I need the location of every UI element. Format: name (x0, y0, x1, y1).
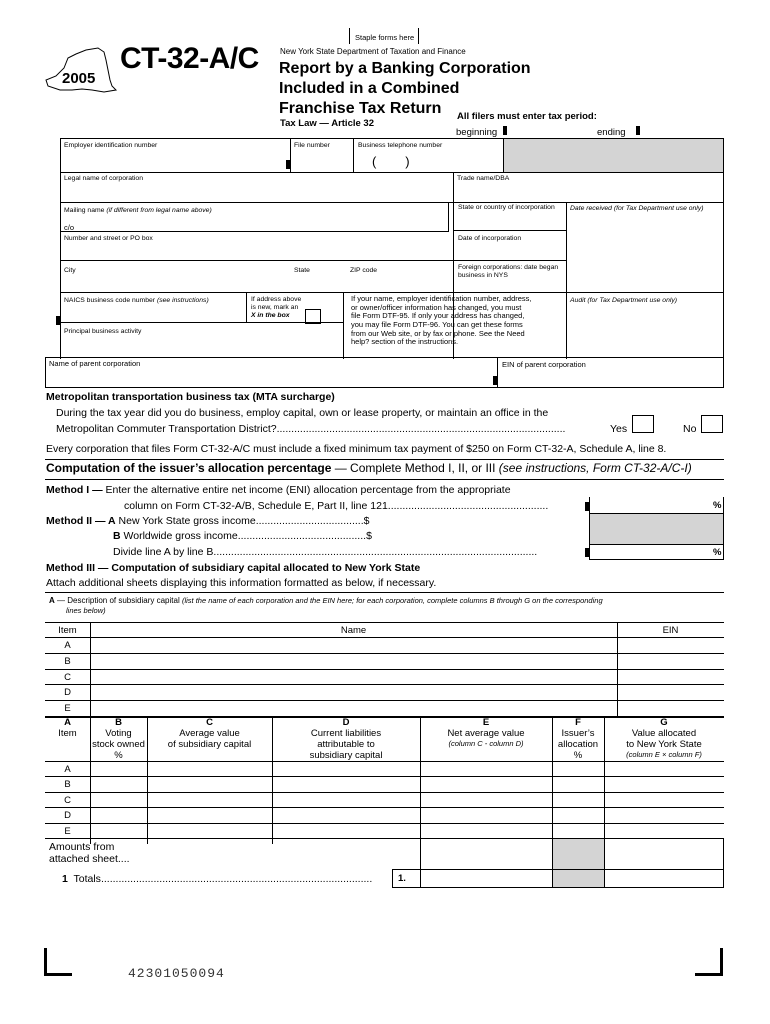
trade-name-field[interactable] (455, 183, 723, 201)
amounts-col-e-field[interactable] (421, 839, 552, 869)
subsidiary-name-field[interactable] (91, 654, 616, 668)
mta-question-line1: During the tax year did you do business, employ capital, own or lease property, or maintain an office in the (56, 407, 549, 419)
parent-name-label: Name of parent corporation (49, 359, 141, 368)
subsidiary-name-field[interactable] (91, 670, 616, 684)
col-g-field[interactable] (605, 793, 723, 806)
col-d-field[interactable] (273, 793, 419, 806)
name-header: Name (340, 625, 367, 636)
item-header: Item (58, 625, 77, 636)
totals-label: 1 Totals............................................................................................. (62, 873, 373, 885)
new-address-note: If address above is new, mark an X in the box (251, 296, 302, 319)
method2-b-field[interactable] (452, 529, 588, 543)
mailing-name-label: Mailing name (if different from legal name above) (64, 207, 212, 214)
col-b-field[interactable] (91, 824, 146, 837)
city-label: City (64, 267, 76, 274)
file-number-field[interactable] (292, 150, 352, 170)
col-g-field[interactable] (605, 777, 723, 790)
title-line-2: Included in a Combined (279, 80, 460, 97)
amounts-from-attached: Amounts from attached sheet.... (49, 841, 130, 866)
corner-mark-right (695, 948, 723, 976)
col-a-header: A Item (58, 717, 77, 739)
col-c-header: C Average value of subsidiary capital (167, 717, 252, 750)
row-letter: B (64, 655, 71, 667)
col-b-field[interactable] (91, 793, 146, 806)
totals-col-g-field[interactable] (605, 870, 723, 886)
col-e-field[interactable] (421, 793, 551, 806)
ending-marker (636, 126, 640, 135)
subsidiary-name-field[interactable] (91, 701, 616, 715)
phone-label: Business telephone number (358, 142, 443, 149)
ein-header: EIN (662, 625, 679, 636)
col-e-field[interactable] (421, 777, 551, 790)
subsidiary-description: A — Description of subsidiary capital (list the name of each corporation and the EIN here; for each corporation, complete columns B through G on the corresponding lines below) (49, 596, 603, 615)
col-g-header: G Value allocated to New York State (column E × column F) (626, 717, 702, 759)
row-letter: A (64, 764, 71, 775)
trade-name-label: Trade name/DBA (457, 175, 510, 182)
col-g-field[interactable] (605, 762, 723, 775)
subsidiary-ein-field[interactable] (618, 654, 723, 668)
col-c-field[interactable] (148, 824, 271, 837)
legal-name-field[interactable] (62, 183, 451, 201)
corner-mark-left (44, 948, 72, 976)
col-e-header: E Net average value (column C - column D) (447, 717, 525, 748)
col-d-field[interactable] (273, 762, 419, 775)
co-label: c/o (64, 223, 75, 232)
barcode-number: 42301050094 (128, 966, 225, 981)
street-label: Number and street or PO box (64, 235, 153, 242)
beginning-label: beginning (456, 127, 498, 138)
subsidiary-ein-field[interactable] (618, 685, 723, 699)
col-c-field[interactable] (148, 777, 271, 790)
department-name: New York State Department of Taxation and Finance (280, 47, 466, 56)
col-b-field[interactable] (91, 777, 146, 790)
date-incorporation-label: Date of incorporation (458, 235, 522, 242)
col-f-header: F Issuer’s allocation % (557, 717, 599, 761)
zip-label: ZIP code (350, 267, 378, 274)
form-number: CT-32-A/C (120, 42, 259, 75)
subsidiary-name-field[interactable] (91, 685, 616, 699)
state-label: State (294, 267, 310, 274)
form-title (279, 59, 531, 119)
col-f-field[interactable] (553, 777, 603, 790)
state-incorporation-label: State or country of incorporation (458, 204, 555, 211)
phone-field[interactable]: ( ) (372, 154, 410, 169)
method1-line121: column on Form CT-32-A/B, Schedule E, Part II, line 121....................................................... (124, 500, 549, 512)
row-letter: C (64, 794, 71, 806)
parent-ein-label: EIN of parent corporation (502, 360, 586, 369)
method1-percent-field[interactable] (590, 497, 723, 513)
amounts-col-g-field[interactable] (605, 839, 723, 869)
divide-text: Divide line A by line B............................................................................................................... (113, 546, 538, 558)
ein-field[interactable] (62, 150, 288, 170)
audit-label: Audit (for Tax Department use only) (570, 297, 678, 304)
row-letter: C (64, 671, 71, 683)
method1-text: Method I — Enter the alternative entire net income (ENI) allocation percentage from the appropriate (46, 484, 511, 496)
totals-col-e-field[interactable] (421, 870, 552, 886)
staple-bracket-left (349, 28, 350, 44)
ein-label: Employer identification number (64, 142, 158, 149)
row-letter: D (64, 687, 71, 699)
col-f-field[interactable] (553, 808, 603, 821)
staple-note: Staple forms here (355, 33, 415, 42)
tax-law-article: Tax Law — Article 32 (280, 118, 374, 129)
ending-label: ending (597, 127, 626, 138)
col-g-field[interactable] (605, 808, 723, 821)
method1-percent-sign: % (713, 500, 722, 511)
mta-heading: Metropolitan transportation business tax (MTA surcharge) (46, 391, 335, 403)
method2-percent-field[interactable] (590, 545, 723, 559)
mta-yes-checkbox[interactable] (632, 415, 654, 433)
col-f-field[interactable] (553, 762, 603, 775)
col-f-field[interactable] (553, 824, 603, 837)
form-year: 2005 (62, 70, 96, 87)
tax-period-label: All filers must enter tax period: (457, 111, 597, 122)
amounts-shaded-cell (553, 839, 604, 887)
method3-heading: Method III — Computation of subsidiary capital allocated to New York State (46, 562, 421, 574)
col-c-field[interactable] (148, 793, 271, 806)
row-letter: D (64, 810, 71, 822)
method2-shaded-area (590, 514, 723, 544)
col-e-field[interactable] (421, 762, 551, 775)
fixed-minimum-note: Every corporation that files Form CT-32-A/C must include a fixed minimum tax payment of $250 on Form CT-32-A, Schedule A, line 8. (46, 443, 667, 455)
file-number-label: File number (294, 142, 330, 149)
title-line-1: Report by a Banking Corporation (279, 60, 531, 77)
subsidiary-ein-field[interactable] (618, 701, 723, 715)
method2-percent-sign: % (713, 547, 722, 558)
beginning-marker (503, 126, 507, 135)
col-d-field[interactable] (273, 777, 419, 790)
change-notice: If your name, employer identification number, address, or owner/officer information has changed, you must file Form DTF-95. If only your address has changed, you may file Form DTF-96. You can get these forms from our Web site, or by fax or phone. See the Need help? section of the instructions. (351, 294, 532, 347)
foreign-corp-label: Foreign corporations: date began business in NYS (458, 264, 559, 279)
row-letter: E (64, 825, 71, 837)
mta-no-checkbox[interactable] (701, 415, 723, 433)
subsidiary-ein-field[interactable] (618, 638, 723, 652)
col-g-field[interactable] (605, 824, 723, 837)
title-line-3: Franchise Tax Return (279, 100, 442, 117)
col-d-field[interactable] (273, 824, 419, 837)
method2-b-text: B Worldwide gross income............................................$ (113, 530, 372, 542)
col-f-field[interactable] (553, 793, 603, 806)
date-received-label: Date received (for Tax Department use only) (570, 205, 704, 212)
principal-activity-label: Principal business activity (64, 328, 142, 335)
totals-line-number: 1. (398, 873, 406, 884)
row-letter: B (64, 779, 71, 791)
col-b-field[interactable] (91, 762, 146, 775)
tax-period-field[interactable] (503, 138, 724, 172)
subsidiary-name-field[interactable] (91, 638, 616, 652)
row-letter: E (64, 703, 71, 715)
street-field[interactable] (62, 243, 452, 259)
method3-note: Attach additional sheets displaying this information formatted as below, if necessary. (46, 577, 437, 589)
col-b-header: B Voting stock owned % (92, 717, 145, 761)
col-c-field[interactable] (148, 808, 271, 821)
mta-question-line2: Metropolitan Commuter Transportation District?................................................................................................... (56, 423, 566, 435)
naics-label: NAICS business code number (see instructions) (64, 297, 209, 304)
col-c-field[interactable] (148, 762, 271, 775)
staple-bracket-right (418, 28, 419, 44)
method2-a-text: Method II — A New York State gross income.....................................$ (46, 515, 370, 527)
subsidiary-ein-field[interactable] (618, 670, 723, 684)
col-b-field[interactable] (91, 808, 146, 821)
row-letter: A (64, 640, 71, 651)
allocation-heading: Computation of the issuer’s allocation percentage — Complete Method I, II, or III (see instructions, Form CT-32-A/C-I) (46, 461, 692, 475)
mta-no-label: No (683, 423, 697, 435)
col-e-field[interactable] (421, 824, 551, 837)
col-e-field[interactable] (421, 808, 551, 821)
col-d-header: D Current liabilities attributable to subsidiary capital (309, 717, 383, 761)
col-d-field[interactable] (273, 808, 419, 821)
legal-name-label: Legal name of corporation (64, 175, 143, 182)
method2-a-field[interactable] (452, 513, 588, 527)
mta-yes-label: Yes (610, 423, 628, 435)
